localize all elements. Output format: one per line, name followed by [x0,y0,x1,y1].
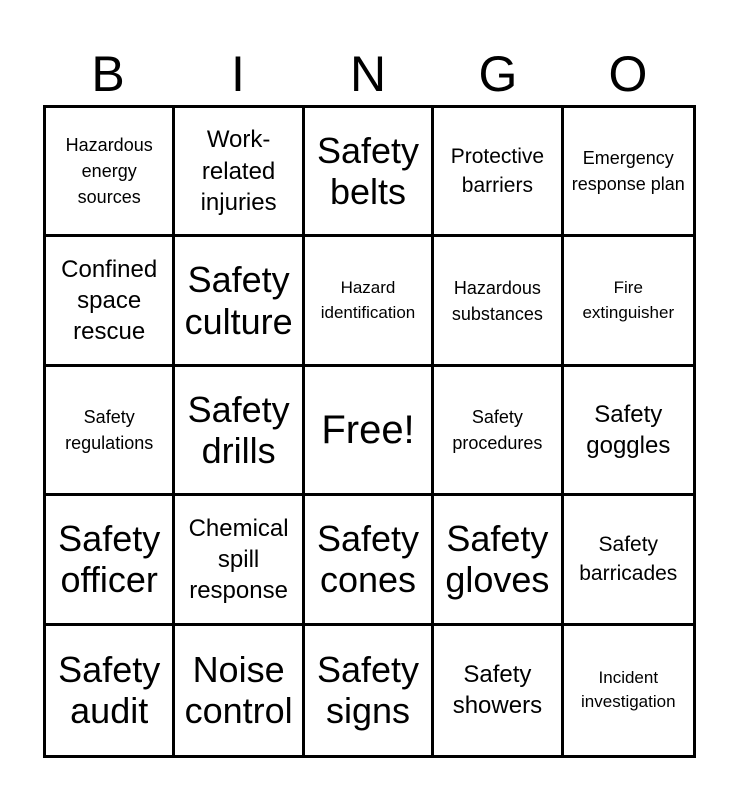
header-letter-o: O [608,46,648,102]
cell-label: Noise control [184,648,293,732]
bingo-board [43,105,696,758]
header-letter-i: I [231,46,245,102]
bingo-cell[interactable] [175,108,304,237]
cell-label: Emergency response plan [571,148,685,195]
cell-label: Safety officer [58,518,161,601]
bingo-cell[interactable] [434,108,563,237]
cell-label: Incident investigation [581,667,676,712]
cell-label: Chemical spill response [188,514,289,604]
cell-label: Safety goggles [586,400,671,459]
header-letter-g: G [478,46,518,102]
bingo-cell[interactable] [46,367,175,496]
cell-label: Safety audit [58,648,161,732]
bingo-cell[interactable] [434,367,563,496]
bingo-cell[interactable] [305,626,434,755]
cell-label: Safety regulations [65,406,154,453]
bingo-cell[interactable] [564,237,693,366]
free-space-label: Free! [321,407,415,452]
cell-label: Safety belts [316,129,420,213]
bingo-cell[interactable] [175,237,304,366]
cell-label: Protective barriers [450,144,545,198]
cell-label: Safety culture [184,259,293,342]
cell-label: Hazardous substances [451,277,543,324]
bingo-cell[interactable] [434,626,563,755]
header-letter-n: N [349,46,387,102]
cell-label: Fire extinguisher [582,277,675,322]
free-space-cell[interactable] [305,367,434,496]
header-letter-b: B [91,46,125,102]
cell-label: Safety cones [316,518,420,601]
bingo-cell[interactable] [175,626,304,755]
cell-label: Safety procedures [452,406,543,453]
cell-label: Work-related injuries [200,126,277,216]
bingo-cell[interactable] [305,237,434,366]
bingo-cell[interactable] [564,626,693,755]
bingo-cell[interactable] [564,108,693,237]
cell-label: Safety signs [316,648,420,732]
bingo-cell[interactable] [175,367,304,496]
bingo-cell[interactable] [46,496,175,625]
bingo-cell[interactable] [305,496,434,625]
bingo-cell[interactable] [46,108,175,237]
bingo-cell[interactable] [175,496,304,625]
cell-label: Confined space rescue [61,255,158,346]
bingo-cell[interactable] [46,626,175,755]
bingo-cell[interactable] [434,496,563,625]
cell-label: Safety barricades [579,533,678,586]
cell-label: Hazard identification [320,277,416,322]
bingo-cell[interactable] [564,496,693,625]
bingo-cell[interactable] [305,108,434,237]
cell-label: Hazardous energy sources [65,135,153,208]
bingo-cell[interactable] [564,367,693,496]
cell-label: Safety drills [187,388,290,471]
cell-label: Safety showers [452,661,543,720]
bingo-cell[interactable] [46,237,175,366]
bingo-header [43,44,693,104]
cell-label: Safety gloves [445,518,550,601]
bingo-cell[interactable] [434,237,563,366]
